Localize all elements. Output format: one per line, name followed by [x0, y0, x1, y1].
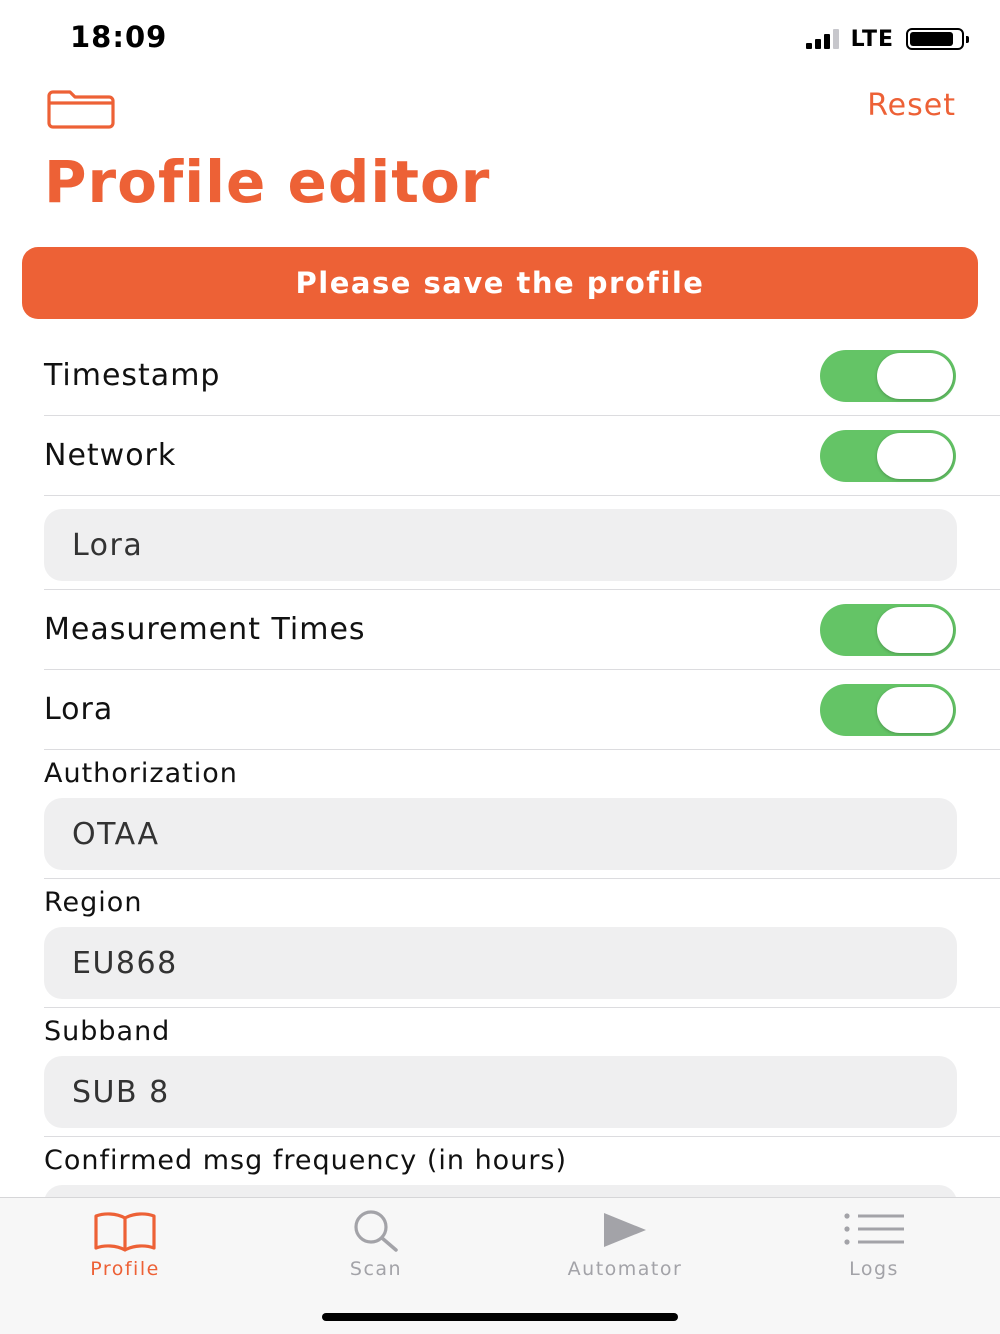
- confirmed-freq-label: Confirmed msg frequency (in hours): [44, 1145, 568, 1176]
- tab-scan-label: Scan: [349, 1258, 403, 1280]
- tab-scan[interactable]: [296, 1210, 456, 1290]
- signal-icon: [806, 29, 839, 49]
- list-icon: [842, 1210, 906, 1252]
- tab-automator-label: Automator: [567, 1258, 683, 1280]
- tab-profile[interactable]: [45, 1210, 205, 1290]
- battery-icon: [906, 28, 964, 50]
- reset-button[interactable]: Reset: [867, 88, 956, 123]
- lora-row: [44, 670, 1000, 750]
- tab-logs-label: Logs: [849, 1258, 899, 1280]
- tab-logs[interactable]: [794, 1210, 954, 1290]
- status-time: 18:09: [70, 20, 168, 54]
- region-label: Region: [44, 887, 143, 918]
- lora-toggle[interactable]: [820, 684, 956, 736]
- network-type-field[interactable]: Lora: [44, 509, 957, 581]
- measurement-times-label: Measurement Times: [44, 612, 366, 647]
- book-icon: [92, 1210, 158, 1252]
- status-indicators: [806, 24, 964, 54]
- network-type: LTE: [850, 26, 894, 52]
- lora-label: Lora: [44, 692, 114, 727]
- network-row: [44, 416, 1000, 496]
- timestamp-label: Timestamp: [44, 358, 221, 393]
- tab-automator[interactable]: [545, 1210, 705, 1290]
- measurement-times-toggle[interactable]: [820, 604, 956, 656]
- play-icon: [600, 1210, 650, 1252]
- subband-label: Subband: [44, 1016, 171, 1047]
- authorization-row: [44, 750, 1000, 879]
- region-row: [44, 879, 1000, 1008]
- save-profile-button[interactable]: Please save the profile: [22, 247, 978, 319]
- profile-settings-list: [0, 336, 1000, 1266]
- authorization-label: Authorization: [44, 758, 238, 789]
- folder-icon[interactable]: [46, 88, 116, 130]
- authorization-field[interactable]: OTAA: [44, 798, 957, 870]
- timestamp-toggle[interactable]: [820, 350, 956, 402]
- measurement-times-row: [44, 590, 1000, 670]
- network-toggle[interactable]: [820, 430, 956, 482]
- region-field[interactable]: EU868: [44, 927, 957, 999]
- home-indicator: [322, 1313, 678, 1321]
- tab-profile-label: Profile: [90, 1258, 160, 1280]
- search-icon: [346, 1210, 406, 1252]
- page-title: Profile editor: [44, 148, 491, 216]
- subband-row: [44, 1008, 1000, 1137]
- network-type-row: [44, 496, 1000, 590]
- network-label: Network: [44, 438, 177, 473]
- subband-field[interactable]: SUB 8: [44, 1056, 957, 1128]
- timestamp-row: [44, 336, 1000, 416]
